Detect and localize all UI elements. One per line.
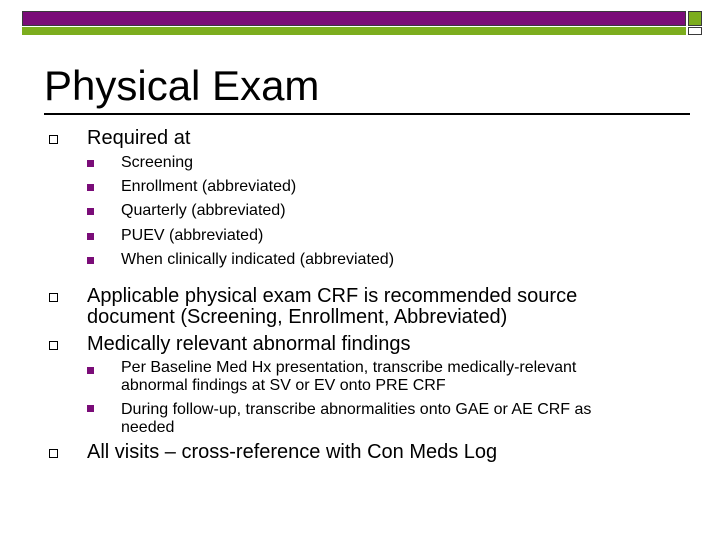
- filled-square-bullet-icon: [87, 184, 94, 191]
- sub-bullet-baseline-med-hx-line1: Per Baseline Med Hx presentation, transcribe medically-relevant: [121, 359, 577, 376]
- sub-bullet-when-clinically-indicated: When clinically indicated (abbreviated): [121, 251, 395, 268]
- title-underline: [44, 113, 690, 115]
- header-square-white: [688, 27, 702, 35]
- bullet-applicable-crf-line1: Applicable physical exam CRF is recommended source: [87, 285, 578, 307]
- filled-square-bullet-icon: [87, 257, 94, 264]
- header-bar-purple: [22, 11, 686, 26]
- sub-bullet-screening: Screening: [121, 154, 194, 171]
- bullet-required-at: Required at: [87, 127, 191, 149]
- bullet-all-visits: All visits – cross-reference with Con Meds Log: [87, 441, 498, 463]
- hollow-square-bullet-icon: [49, 293, 58, 302]
- filled-square-bullet-icon: [87, 367, 94, 374]
- bullet-medically-relevant: Medically relevant abnormal findings: [87, 333, 411, 355]
- sub-bullet-enrollment: Enrollment (abbreviated): [121, 178, 297, 195]
- filled-square-bullet-icon: [87, 208, 94, 215]
- hollow-square-bullet-icon: [49, 341, 58, 350]
- filled-square-bullet-icon: [87, 233, 94, 240]
- slide-title: Physical Exam: [44, 62, 320, 109]
- filled-square-bullet-icon: [87, 405, 94, 412]
- filled-square-bullet-icon: [87, 160, 94, 167]
- sub-bullet-follow-up-line2: needed: [121, 419, 175, 436]
- sub-bullet-quarterly: Quarterly (abbreviated): [121, 202, 286, 219]
- header-bar-green: [22, 27, 686, 35]
- header-square-green: [688, 11, 702, 26]
- sub-bullet-baseline-med-hx-line2: abnormal findings at SV or EV onto PRE CRF: [121, 377, 446, 394]
- sub-bullet-puev: PUEV (abbreviated): [121, 227, 264, 244]
- sub-bullet-follow-up-line1: During follow-up, transcribe abnormalities onto GAE or AE CRF as: [121, 401, 592, 418]
- hollow-square-bullet-icon: [49, 449, 58, 458]
- bullet-applicable-crf-line2: document (Screening, Enrollment, Abbreviated): [87, 306, 508, 328]
- hollow-square-bullet-icon: [49, 135, 58, 144]
